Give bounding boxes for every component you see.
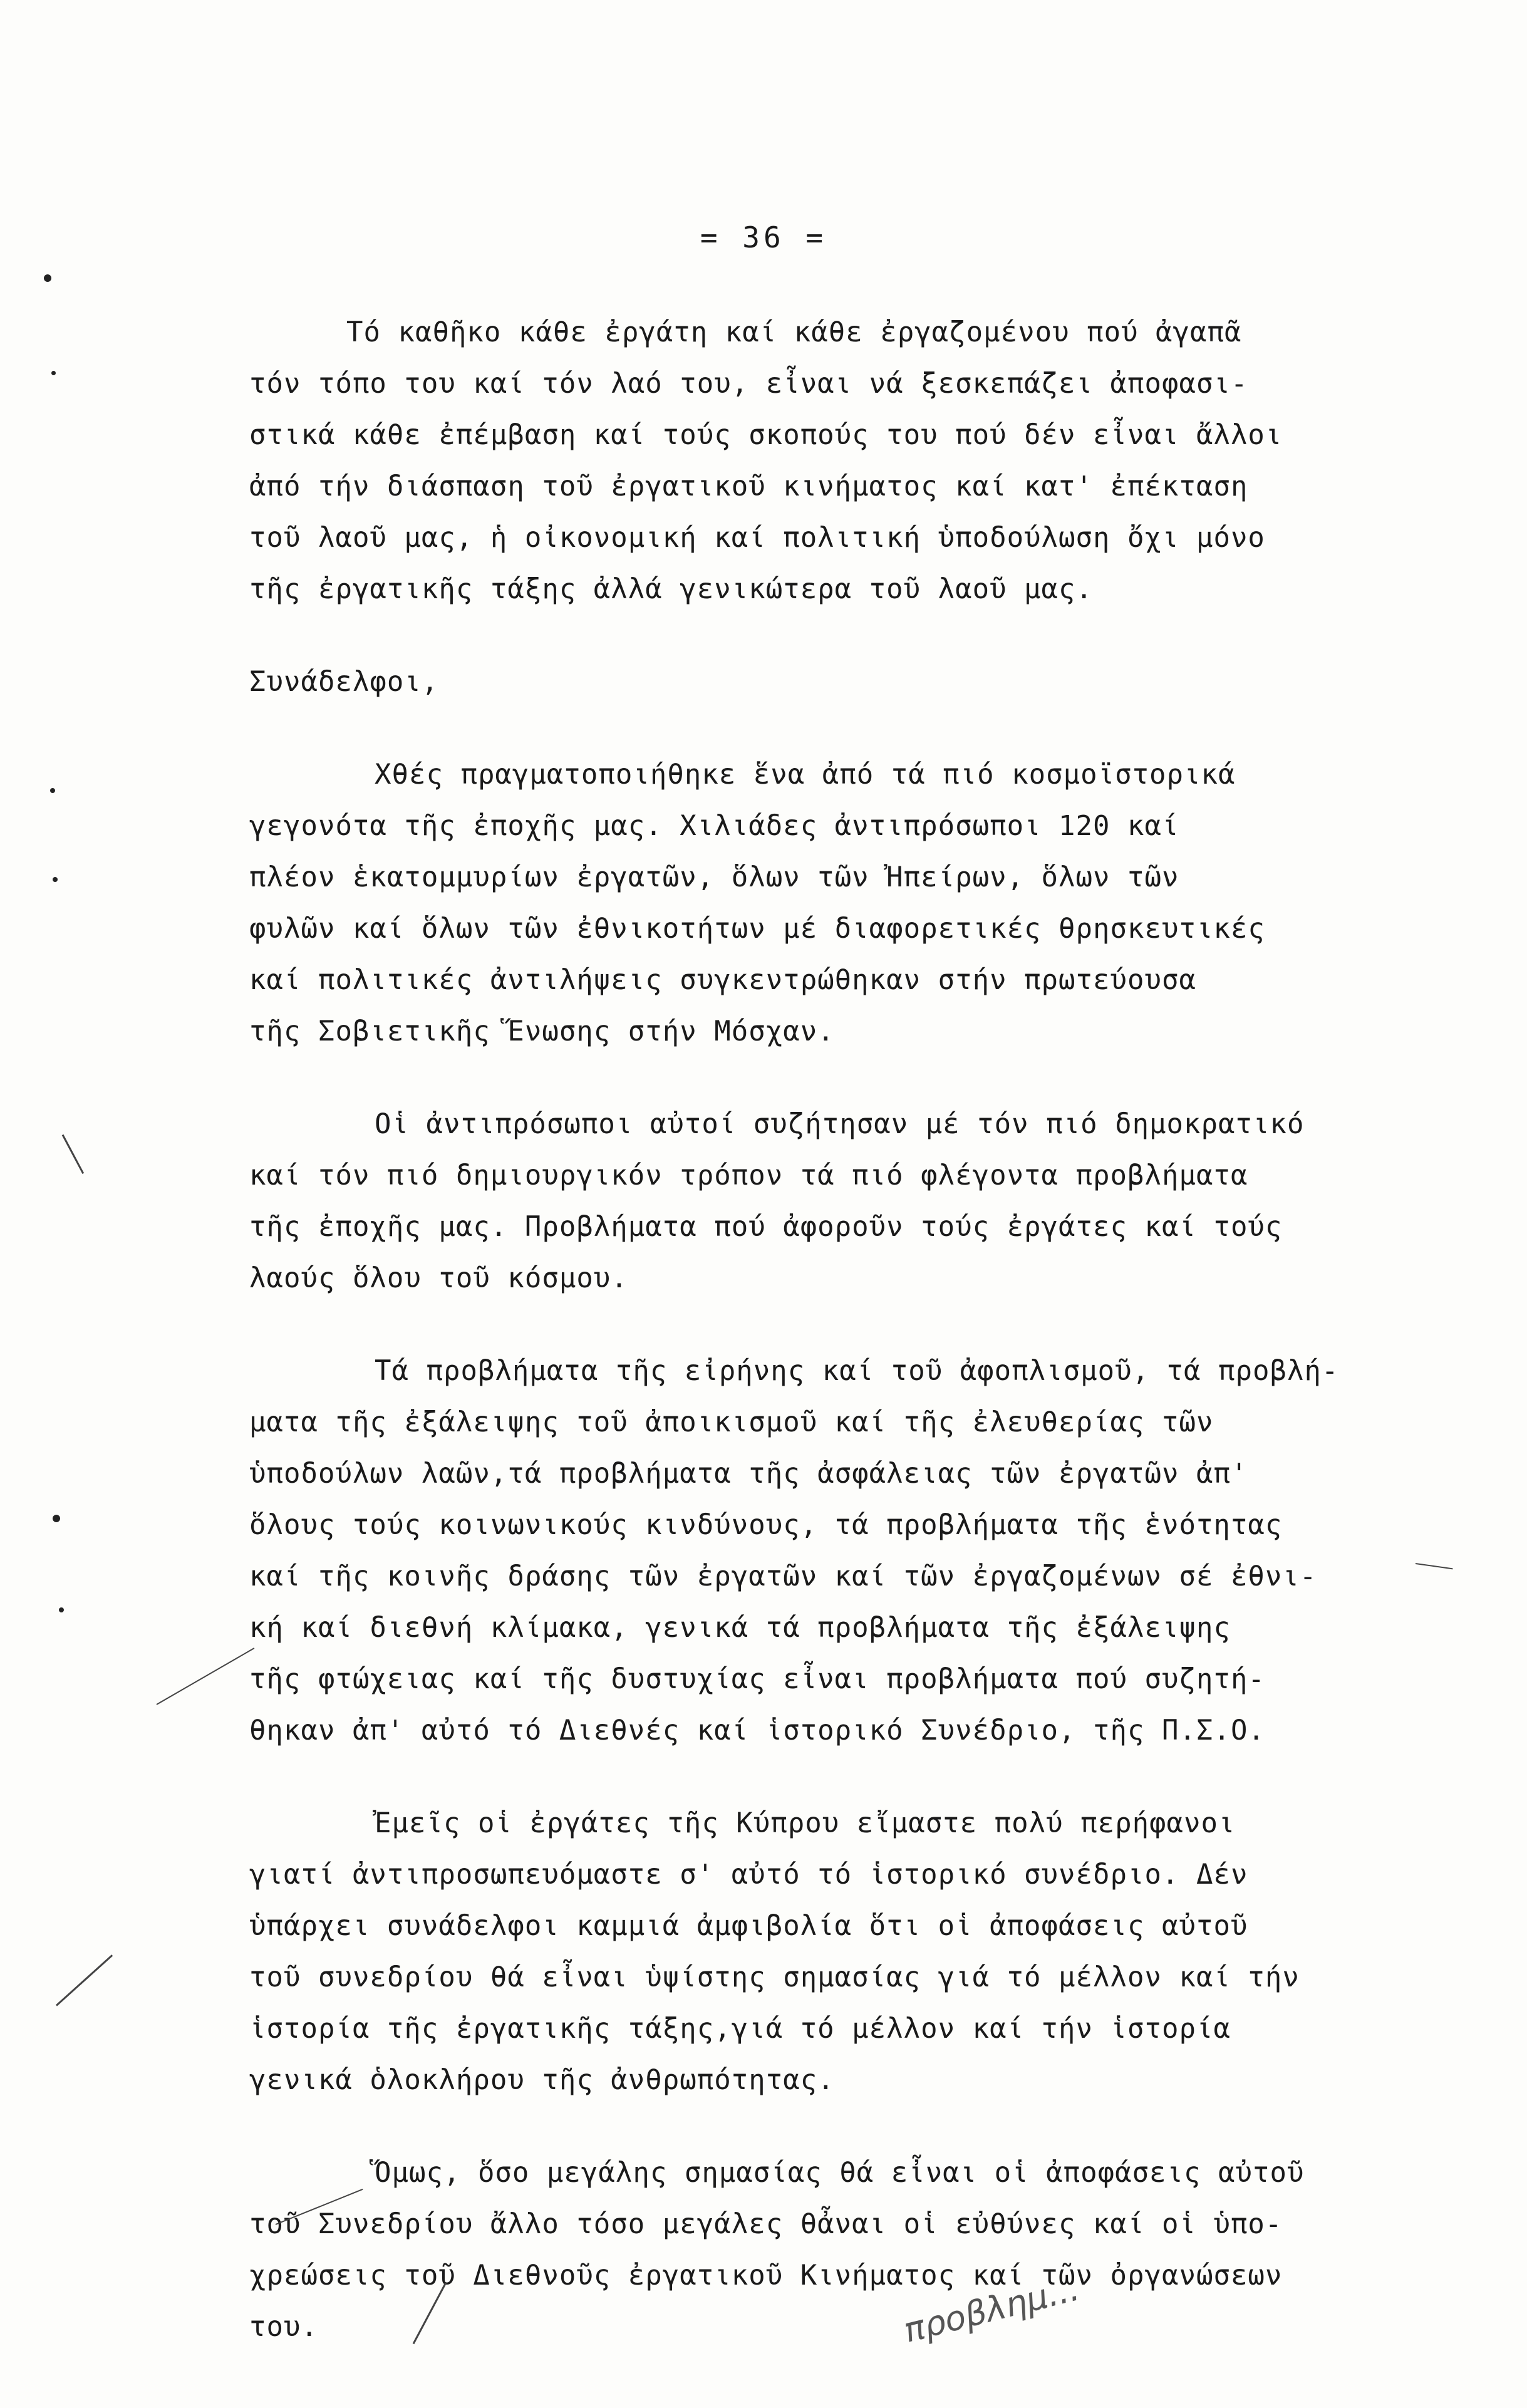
text-line: τοῦ συνεδρίου θά εἶναι ὑψίστης σημασίας γιά τό μέλλον καί τήν [249,1961,1300,1993]
text-line: τῆς Σοβιετικῆς Ἕνωσης στήν Μόσχαν. [249,1015,835,1047]
text-line: ὑποδούλων λαῶν,τά προβλήματα τῆς ἀσφάλειας τῶν ἐργατῶν ἀπ' [249,1458,1248,1490]
text-line: τῆς ἐργατικῆς τάξης ἀλλά γενικώτερα τοῦ λαοῦ μας. [249,573,1094,605]
text-line: χρεώσεις τοῦ Διεθνοῦς ἐργατικοῦ Κινήματος καί τῶν ὀργανώσεων [249,2260,1283,2291]
margin-speck [53,877,58,882]
text-line: φυλῶν καί ὅλων τῶν ἐθνικοτήτων μέ διαφορετικές θρησκευτικές [249,913,1265,945]
text-line: καί πολιτικές ἀντιλήψεις συγκεντρώθηκαν στήν πρωτεύουσα [249,964,1196,996]
text-line: τῆς φτώχειας καί τῆς δυστυχίας εἶναι προβλήματα πού συζητή- [249,1663,1265,1695]
paragraph [249,749,1439,1057]
text-line: Οἱ ἀντιπρόσωποι αὐτοί συζήτησαν μέ τόν πιό δημοκρατικό [375,1108,1305,1140]
margin-speck [51,371,56,375]
text-line: ὅλους τούς κοινωνικούς κινδύνους, τά προβλήματα τῆς ἑνότητας [249,1509,1283,1541]
salutation: Συνάδελφοι, [249,666,439,698]
paragraph [249,1346,1439,1757]
text-line: του. [249,2311,318,2343]
text-line: γενικά ὁλοκλήρου τῆς ἀνθρωπότητας. [249,2064,835,2096]
text-line: τοῦ λαοῦ μας, ἡ οἰκονομική καί πολιτική ὑποδούλωση ὄχι μόνο [249,522,1265,554]
text-line: κή καί διεθνή κλίμακα, γενικά τά προβλήματα τῆς ἐξάλειψης [249,1612,1231,1644]
page-number: = 36 = [700,221,827,254]
text-line: θηκαν ἀπ' αὐτό τό Διεθνές καί ἱστορικό Συνέδριο, τῆς Π.Σ.Ο. [249,1715,1265,1746]
text-line: Τό καθῆκο κάθε ἐργάτη καί κάθε ἐργαζομένου πού ἀγαπᾶ [346,316,1242,348]
paragraph [249,1798,1439,2106]
paragraph [249,2147,1439,2353]
margin-speck [50,788,55,793]
body-text [249,307,1439,2394]
text-line: γιατί ἀντιπροσωπευόμαστε σ' αὐτό τό ἱστορικό συνέδριο. Δέν [249,1859,1248,1891]
text-line: Ἐμεῖς οἱ ἐργάτες τῆς Κύπρου εἴμαστε πολύ περήφανοι [375,1807,1236,1839]
margin-speck [53,1515,60,1522]
text-line: Τά προβλήματα τῆς εἰρήνης καί τοῦ ἀφοπλισμοῦ, τά προβλή- [375,1355,1339,1387]
text-line: στικά κάθε ἐπέμβαση καί τούς σκοπούς του πού δέν εἶναι ἄλλοι [249,419,1283,451]
text-line: τόν τόπο του καί τόν λαό του, εἶναι νά ξεσκεπάζει ἀποφασι- [249,368,1248,400]
pencil-mark [62,1134,85,1174]
text-line: πλέον ἑκατομμυρίων ἐργατῶν, ὅλων τῶν Ἠπείρων, ὅλων τῶν [249,861,1179,893]
pencil-mark [56,1954,113,2006]
paragraph [249,1099,1439,1304]
text-line: καί τῆς κοινῆς δράσης τῶν ἐργατῶν καί τῶν ἐργαζομένων σέ ἐθνι- [249,1560,1317,1592]
text-line: Χθές πραγματοποιήθηκε ἕνα ἀπό τά πιό κοσμοϊστορικά [375,759,1236,791]
paragraph [249,656,1439,708]
margin-speck [44,274,51,282]
handwritten-scrawl: προβλημ... [899,2268,1084,2350]
text-line: τῆς ἐποχῆς μας. Προβλήματα πού ἀφοροῦν τούς ἐργάτες καί τούς [249,1211,1283,1243]
margin-speck [59,1607,64,1612]
text-line: ματα τῆς ἐξάλειψης τοῦ ἀποικισμοῦ καί τῆς ἐλευθερίας τῶν [249,1406,1214,1438]
paragraph [249,307,1439,615]
text-line: ὑπάρχει συνάδελφοι καμμιά ἀμφιβολία ὅτι οἱ ἀποφάσεις αὐτοῦ [249,1910,1248,1942]
text-line: γεγονότα τῆς ἐποχῆς μας. Χιλιάδες ἀντιπρόσωποι 120 καί [249,810,1179,842]
text-line: λαούς ὅλου τοῦ κόσμου. [249,1262,628,1294]
text-line: καί τόν πιό δημιουργικόν τρόπον τά πιό φλέγοντα προβλήματα [249,1160,1248,1191]
text-line: Ὅμως, ὅσο μεγάλης σημασίας θά εἶναι οἱ ἀποφάσεις αὐτοῦ [375,2157,1305,2189]
text-line: τοῦ Συνεδρίου ἄλλο τόσο μεγάλες θἆναι οἱ εὐθύνες καί οἱ ὑπο- [249,2208,1283,2240]
pencil-mark [157,1648,255,1705]
text-line: ἱστορία τῆς ἐργατικῆς τάξης,γιά τό μέλλον καί τήν ἱστορία [249,2013,1231,2045]
text-line: ἀπό τήν διάσπαση τοῦ ἐργατικοῦ κινήματος καί κατ' ἐπέκταση [249,470,1248,502]
